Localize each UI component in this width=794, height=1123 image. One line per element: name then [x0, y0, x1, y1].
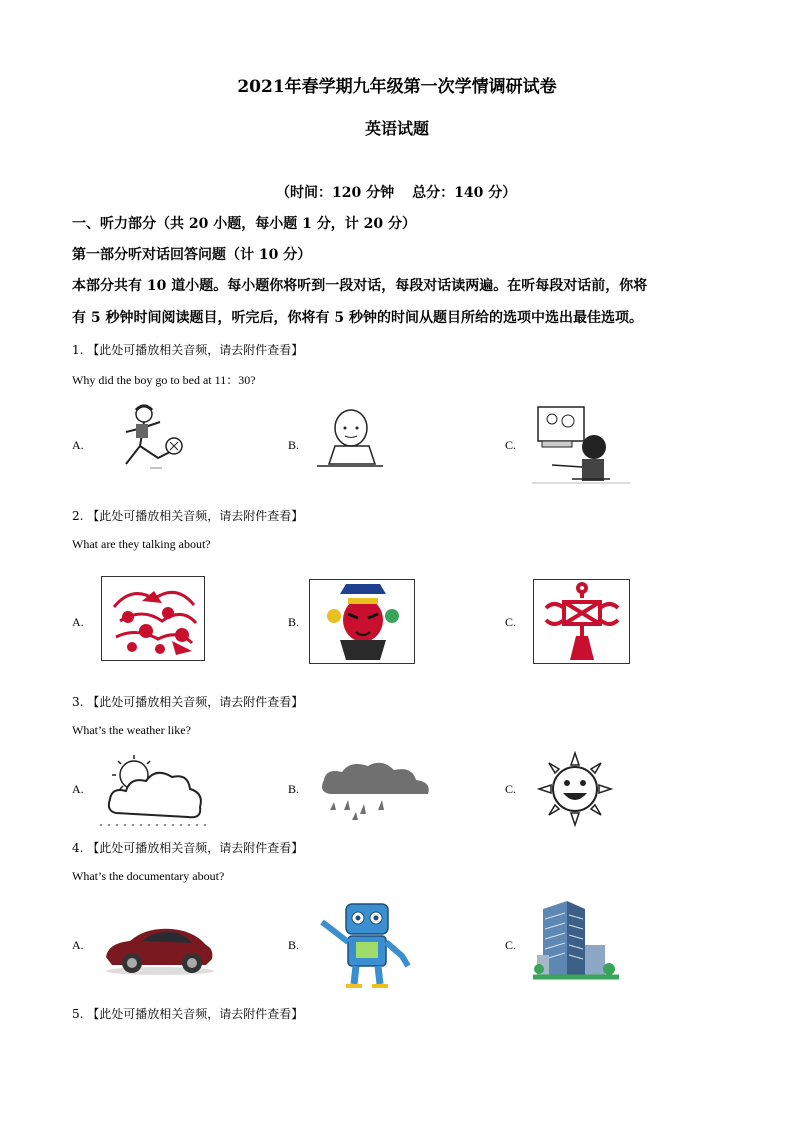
score-label: 总分：140 分） — [412, 185, 517, 201]
question-number: 3. — [72, 695, 84, 709]
question-5-header — [72, 1005, 303, 1022]
question-2-text: What are they talking about? — [72, 537, 211, 551]
option-a-label[interactable]: A. — [72, 782, 84, 796]
option-c-label[interactable]: C. — [505, 938, 517, 952]
question-4-text: What’s the documentary about? — [72, 869, 225, 883]
option-b-label[interactable]: B. — [288, 615, 300, 629]
subject-title: 英语试题 — [364, 119, 429, 138]
part-title: 第一部分听对话回答问题（计 10 分） — [72, 247, 312, 263]
option-a-label[interactable]: A. — [72, 938, 84, 952]
audio-note[interactable]: 【此处可播放相关音频，请去附件查看】 — [87, 1007, 304, 1021]
question-1-header — [72, 341, 303, 358]
question-number: 1. — [72, 343, 84, 357]
question-3-text: What’s the weather like? — [72, 723, 191, 737]
question-number: 4. — [72, 841, 84, 855]
question-number: 2. — [72, 509, 84, 523]
playing-football-image[interactable] — [100, 402, 190, 482]
option-c-label[interactable]: C. — [505, 615, 517, 629]
time-label: （时间：120 分钟 — [276, 185, 395, 201]
car-image[interactable] — [102, 917, 216, 977]
option-b-label[interactable]: B. — [288, 938, 300, 952]
option-b-label[interactable]: B. — [288, 438, 300, 452]
question-2-header — [72, 507, 303, 524]
exam-title: 2021年春学期九年级第一次学情调研试卷 — [237, 77, 557, 97]
paper-cutting-image[interactable] — [101, 576, 205, 661]
option-c-label[interactable]: C. — [505, 438, 517, 452]
instructions-line-2: 有 5 秒钟时间阅读题目，听完后，你将有 5 秒钟的时间从题目所给的选项中选出最佳选项。 — [72, 310, 643, 326]
cloudy-image[interactable] — [96, 753, 208, 827]
peking-opera-mask-image[interactable] — [309, 579, 415, 664]
section-title: 一、听力部分（共 20 小题，每小题 1 分，计 20 分） — [72, 216, 416, 232]
question-number: 5. — [72, 1007, 84, 1021]
instructions-line-1: 本部分共有 10 道小题。每小题你将听到一段对话，每段对话读两遍。在听每段对话前，你将 — [72, 278, 648, 294]
watching-tv-image[interactable] — [532, 405, 632, 487]
question-3-header — [72, 693, 303, 710]
audio-note[interactable]: 【此处可播放相关音频，请去附件查看】 — [87, 695, 304, 709]
robot-image[interactable] — [318, 902, 414, 988]
chinese-knot-image[interactable] — [533, 579, 630, 664]
option-c-label[interactable]: C. — [505, 782, 517, 796]
option-a-label[interactable]: A. — [72, 438, 84, 452]
option-b-label[interactable]: B. — [288, 782, 300, 796]
sunny-image[interactable] — [537, 751, 613, 827]
doing-homework-image[interactable] — [315, 408, 385, 472]
rainy-image[interactable] — [316, 758, 434, 820]
question-1-text: Why did the boy go to bed at 11：30? — [72, 373, 256, 387]
building-image[interactable] — [533, 899, 619, 981]
audio-note[interactable]: 【此处可播放相关音频，请去附件查看】 — [87, 509, 304, 523]
question-4-header — [72, 839, 303, 856]
option-a-label[interactable]: A. — [72, 615, 84, 629]
exam-meta — [276, 182, 516, 202]
audio-note[interactable]: 【此处可播放相关音频，请去附件查看】 — [87, 841, 304, 855]
audio-note[interactable]: 【此处可播放相关音频，请去附件查看】 — [87, 343, 304, 357]
